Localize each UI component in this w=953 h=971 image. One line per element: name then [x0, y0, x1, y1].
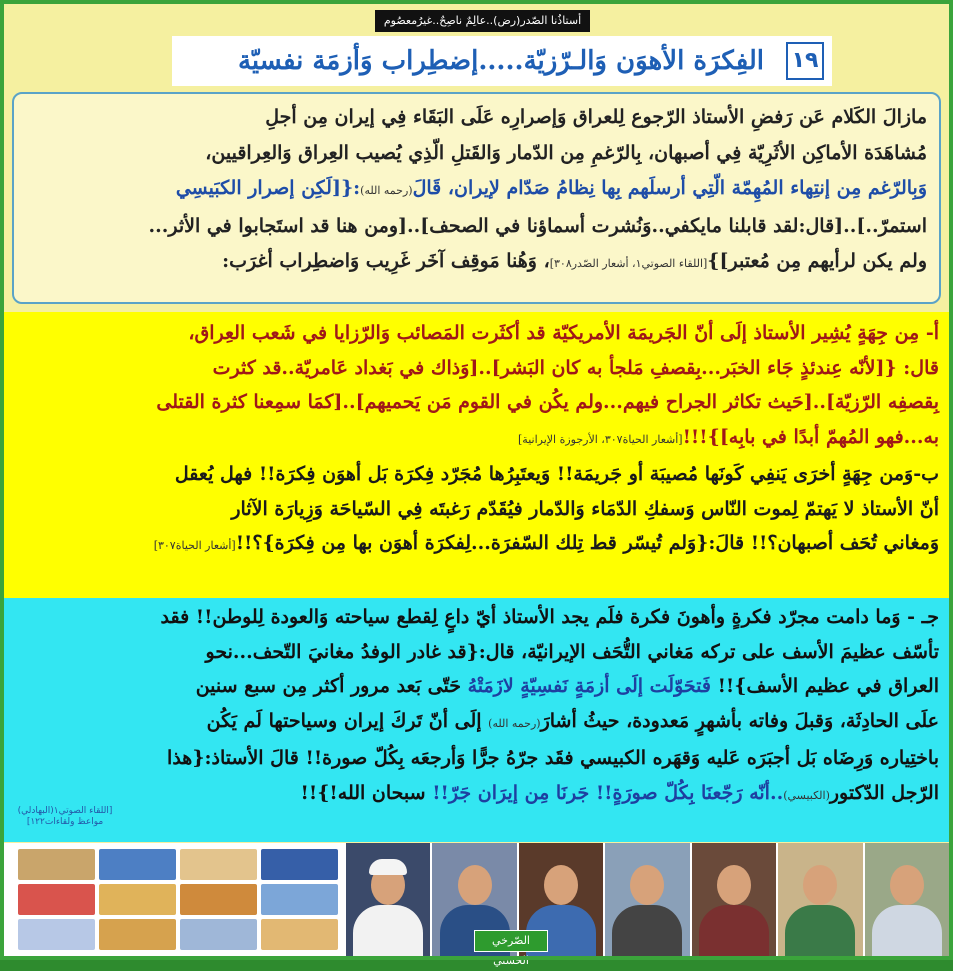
section-c-line-6c: سبحان الله!}!! — [300, 781, 433, 804]
section-c-paragraph — [14, 600, 939, 813]
book-cover — [180, 849, 257, 880]
book-cover — [180, 884, 257, 915]
section-a-ref: [أشعار الحياة٣٠٧، الأرجوزة الإيرانية] — [518, 432, 683, 446]
intro-section — [12, 92, 941, 304]
section-c-line-3b: فَتحَوّلَت إلَى أزمَةٍ نَفسِيّةٍ لازَمَتْهُ — [467, 675, 711, 697]
section-c-line-6-ref: (الكبيسي) — [783, 788, 830, 802]
section-b-ref: [أشعار الحياة٣٠٧] — [153, 539, 236, 552]
section-c-line-6a: الرّجل الدّكتور — [829, 781, 939, 804]
section-c-ref: [اللقاء الصوتي١(البهادلي) مواعظ ولقاءات١٢٢] — [17, 806, 113, 827]
child-photo — [344, 843, 430, 956]
section-a-line-2: قال: {[لأنّه عِندئذٍ جَاء الخبَر...بِقصفِ مَلجأ به كان البَشر]..[وَذاك في بَغداد عَامريّة..قد كثرت — [212, 356, 939, 379]
child-photo — [863, 843, 949, 956]
book-cover — [99, 849, 176, 880]
books-collage — [12, 843, 344, 956]
book-cover — [261, 919, 338, 950]
section-c-line-1: جـ - وَما دامت مجرّد فكرةٍ وأهونَ فكرة فلَم يجد الأستاذ أيّ داعٍ لِقطع سياحته وَالعودة لِلوطن!! فقد — [160, 606, 939, 628]
section-b-line-3: وَمغاني تُحَف أصبهان؟!! قالَ:{وَلم تُيسّر قط تِلك السّفرَة...لِفكرَة أهوَن بها مِن فِكرَة}؟!! — [235, 532, 939, 554]
child-photo — [690, 843, 776, 956]
section-b-line-1: ب-وَمن جِهَةٍ أخرَى يَنفِي كَونَها مُصيبَة أو جَريمَة!! وَيعتَبِرُها مُجَرّد فِكرَة بَل أهوَن فِكرَة!! فهل يُعقل — [174, 463, 939, 485]
section-c-line-6b: ..أنّه رَجّعنَا بِكُلّ صورَةٍ!! جَرنَا مِن إيرَان جَرّ!! — [432, 781, 784, 804]
intro-line-3-ref: (رحمه الله) — [360, 184, 413, 197]
book-cover — [18, 884, 95, 915]
section-c-line-2: تأسّف عظيمَ الأسف على تركه مَغاني التُّحَف الإيرانيّة، قال:{قد غادر الوفدُ مغانيَ التّحف...نحو — [205, 640, 939, 663]
intro-line-3b: :{[لَكِن إصرار الكبَيسِي — [175, 177, 361, 199]
child-photo — [776, 843, 862, 956]
book-cover — [18, 919, 95, 950]
section-a-paragraph — [14, 316, 939, 564]
section-c-line-4-ref: (رحمه الله) — [488, 716, 541, 730]
intro-line-3a: وَبِالرّغم مِن إنتِهاء المُهِمّة الّتِي أرسلَهم بِها نِظامُ صَدّام لإيران، قَالَ — [412, 177, 927, 199]
section-c-line-3a: العراق في عظيم الأسف}!! — [710, 675, 939, 697]
book-cover — [18, 849, 95, 880]
intro-line-2: مُشاهَدَة الأماكِن الأثَرِيّة فِي أصبهان، بِالرّغمِ مِن الدّمار وَالقَتلِ الّذِي يُصيب العِراق وَالعِراقيين، — [205, 141, 927, 164]
book-cover — [261, 849, 338, 880]
book-cover — [99, 919, 176, 950]
section-c-line-4a: علَى الحادِثَة، وَقبلَ وفاته بأشهرٍ مَعدودة، حيثُ أشارَ — [540, 709, 939, 732]
intro-paragraph — [26, 100, 927, 282]
header-tag: أستاذُنا الصّدر(رض)..عالِمٌ ناصِحٌ..غيرُمعصُوم — [375, 10, 590, 32]
section-b-line-2: أنّ الأستاذ لا يَهتمّ لِموت النّاس وَسفكِ الدّمَاء وَالدّمار فيُقَدّم رَغبتَه فِي السّياحَة وَزِيارَة الآثار — [231, 497, 939, 520]
section-c-line-3c: حَتّى بَعد مرور أكثر مِن سبع سنين — [195, 675, 468, 697]
title-number: ١٩ — [786, 42, 824, 80]
section-a-b — [4, 312, 949, 598]
signature-badge: الصّرخي الحسني — [474, 930, 548, 952]
section-c — [4, 598, 949, 842]
intro-line-5b: ، وَهُنا مَوقِف آخَر غَرِيب وَاضطِراب أغرَب: — [222, 250, 550, 272]
intro-line-4: استمرّ..]..[قال:لقد قابلنا مايكفي..وَنُشرت أسماؤنا في الصحف]..[ومن هنا قد استَجابوا في الأثر... — [148, 214, 927, 237]
child-photo — [603, 843, 689, 956]
book-cover — [261, 884, 338, 915]
intro-line-5-ref: [اللقاء الصوتي١، أشعار الصّدر٣٠٨] — [549, 257, 708, 270]
title-bar — [172, 36, 832, 86]
section-a-line-3: بِقصفِه الرّزيّة]..[حَيث تكاثر الجراح فيهم...ولم يكُن في القوم مَن يَحميهم]..[كمَا سمِعنا كثرة القتلى — [156, 391, 939, 413]
book-cover — [180, 919, 257, 950]
section-a-line-1: أ- مِن جِهَةٍ يُشِير الأستاذ إلَى أنّ الجَريمَة الأمريكيّة قد أكثَرت المَصائب وَالرّزايا في شَعب العِراق، — [188, 322, 939, 344]
intro-line-5a: ولم يكن لرأيهم مِن مُعتبر]} — [707, 250, 927, 272]
section-a-line-4: به...فهو المُهمّ أبدًا في بابِه]}!!! — [682, 425, 939, 448]
book-cover — [99, 884, 176, 915]
section-c-line-4b: إلَى أنّ تَركَ إيران وسياحتها لَم يَكُن — [206, 709, 489, 732]
section-c-line-5: باختِياره وَرِضَاه بَل أجبَرَه عَليه وَقهَره الكبيسي فقَد جرّهُ جرًّا وَأرجعَه بِكُلّ صورة!! قالَ الأستاذ:{هذا — [167, 747, 939, 769]
photo-strip — [344, 843, 949, 956]
page-title: الفِكرَة الأهوَن وَالـرّزيّة.....إضطِراب وَأزمَة نفسيّة — [237, 46, 764, 76]
intro-line-1: مازالَ الكَلام عَن رَفضِ الأستاذ الرّجوع لِلعراق وَإصرارِه عَلَى البَقَاء فِي إيران مِن أجلِ — [265, 106, 927, 128]
